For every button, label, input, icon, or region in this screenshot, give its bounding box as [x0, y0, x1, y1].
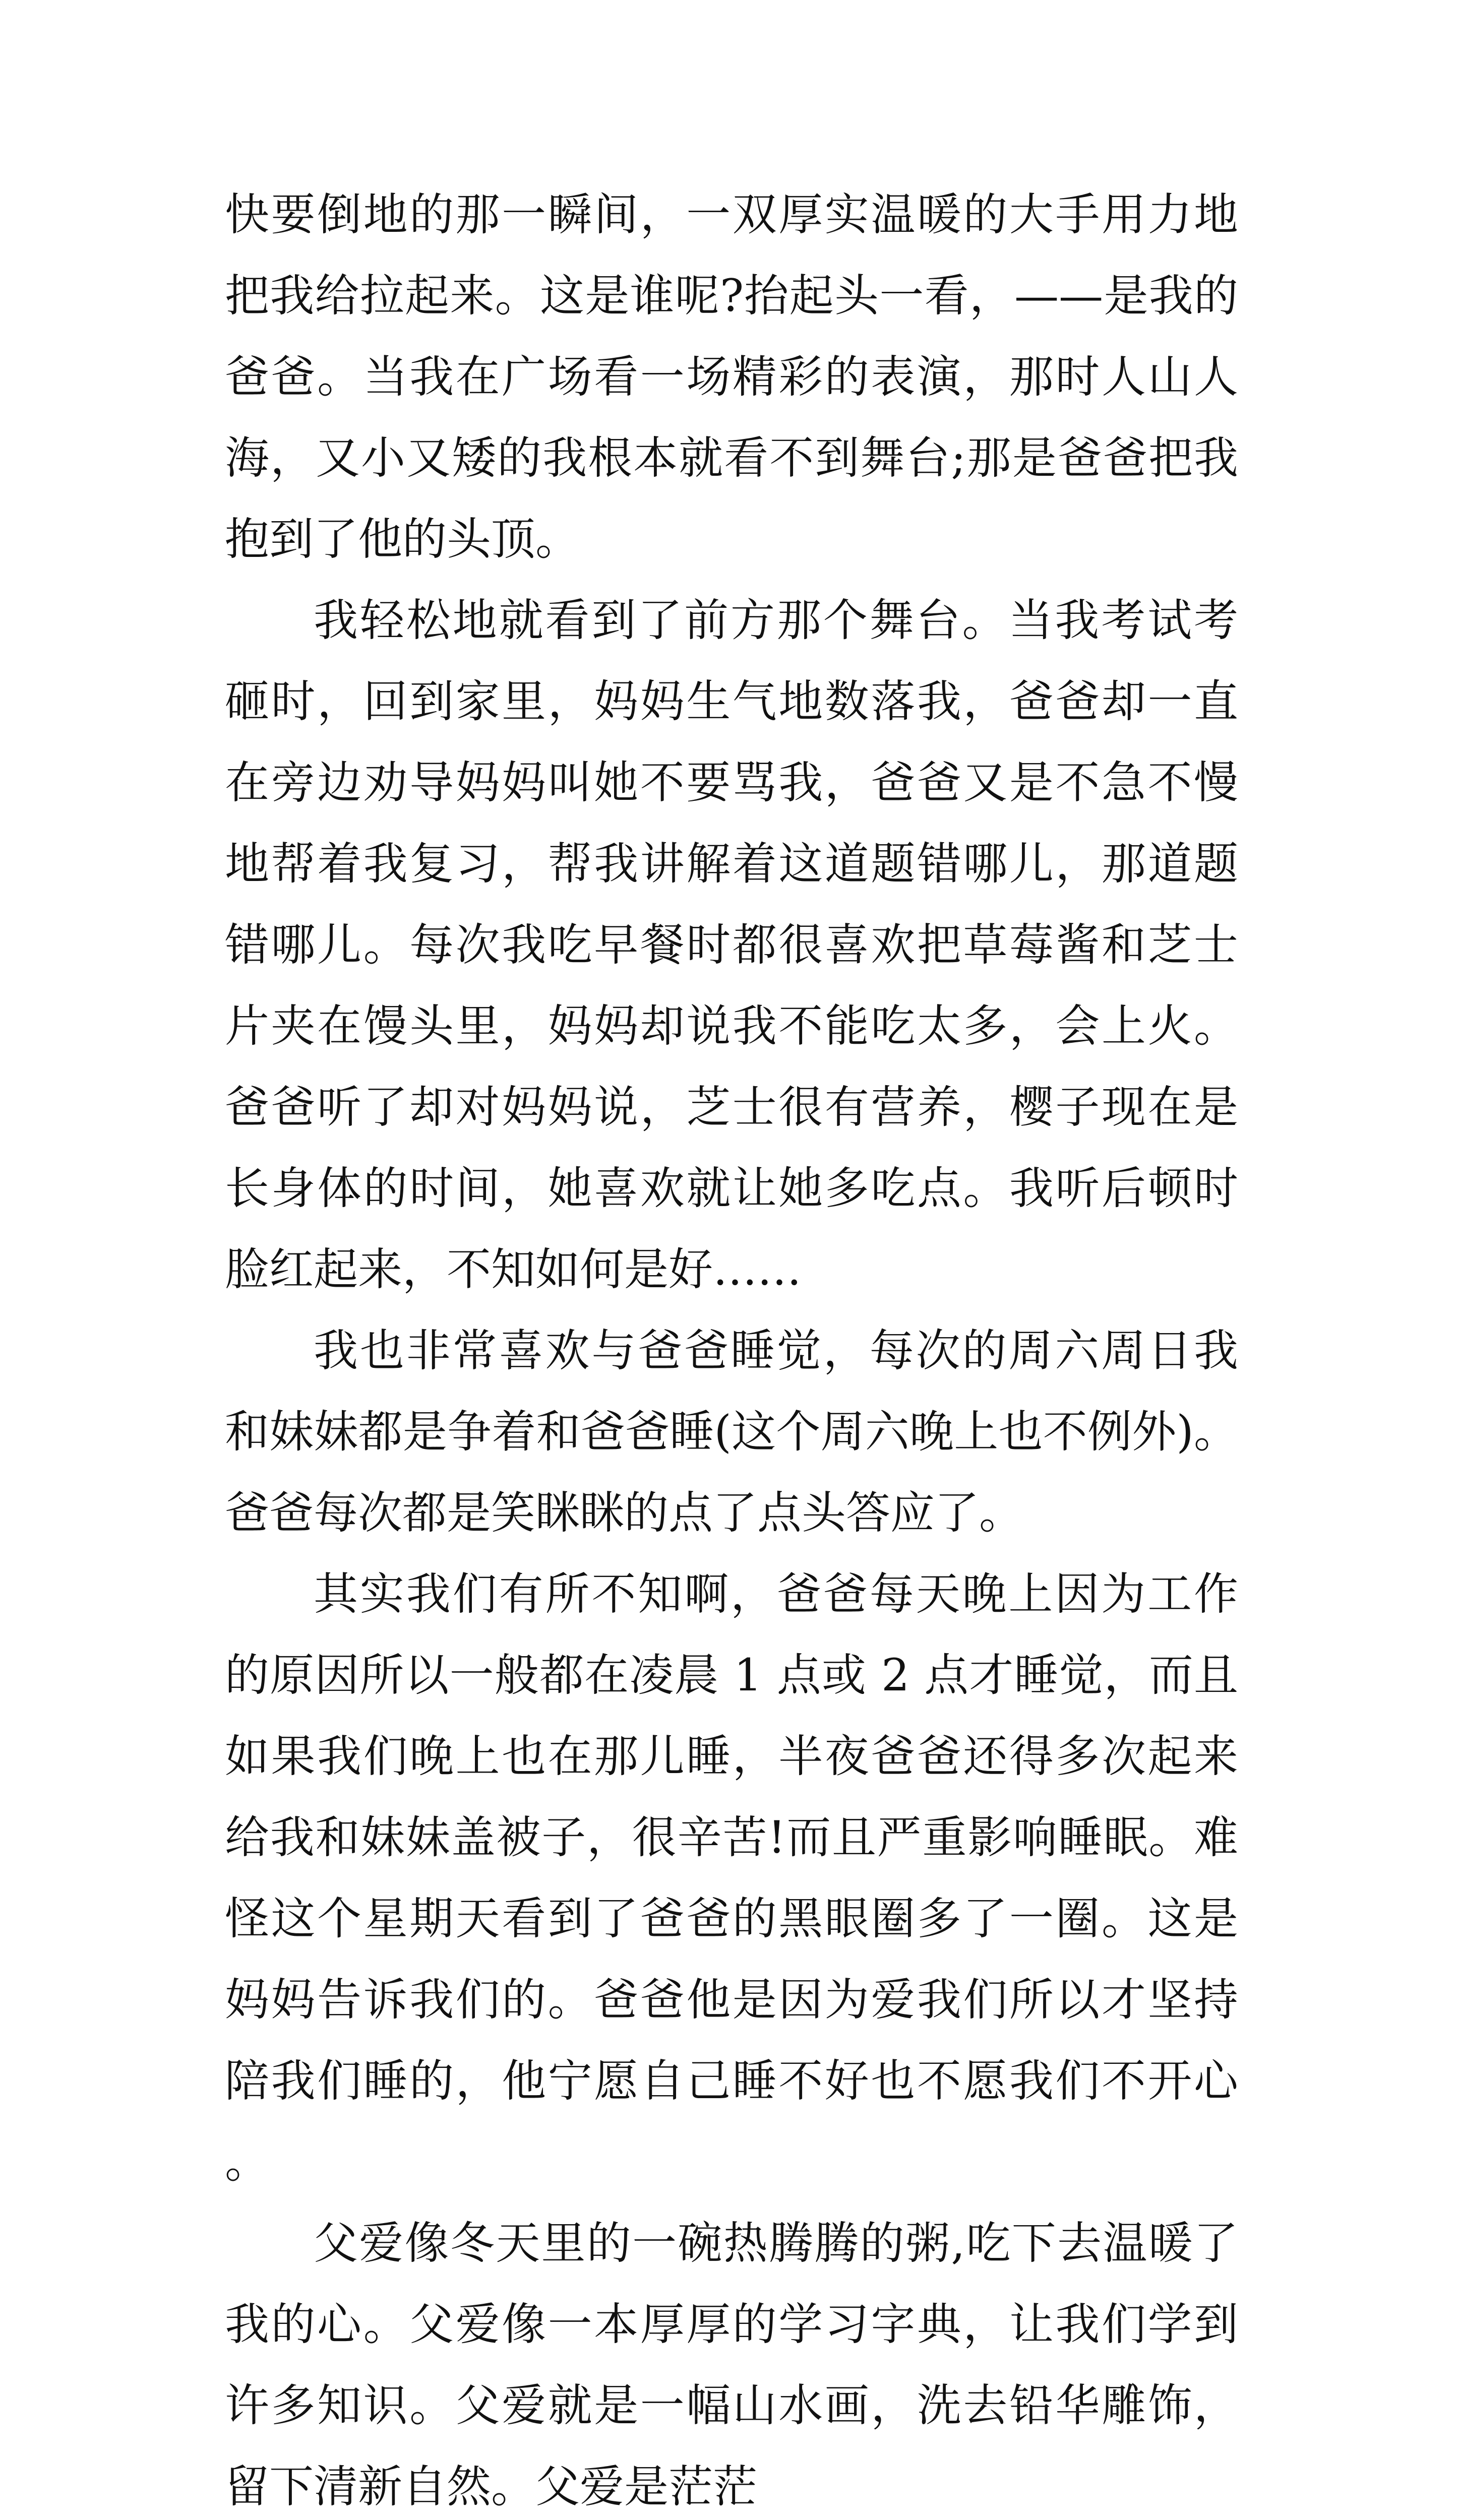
paragraph-1: 快要倒地的那一瞬间，一双厚实温暖的大手用力地把我给拉起来。这是谁呢?抬起头一看，——是我的爸爸。当我在广场看一场精彩的表演，那时人山人海，又小又矮的我根本就看不到舞台;那是爸爸把我抱到了他的头顶。 — [225, 188, 1238, 565]
body-text — [225, 174, 1238, 2520]
paragraph-4: 其实我们有所不知啊，爸爸每天晚上因为工作的原因所以一般都在凌晨 1 点或 2 点才睡觉，而且如果我们晚上也在那儿睡，半夜爸爸还得多次起来给我和妹妹盖被子，很辛苦!而且严重影响睡眠。难怪这个星期天看到了爸爸的黑眼圈多了一圈。这是妈妈告诉我们的。爸爸他是因为爱我们所以才坚持陪我们睡的，他宁愿自己睡不好也不愿我们不开心。 — [225, 1568, 1238, 2188]
paragraph-3: 我也非常喜欢与爸爸睡觉，每次的周六周日我和妹妹都是争着和爸爸睡(这个周六晚上也不例外)。爸爸每次都是笑眯眯的点了点头答应了。 — [225, 1325, 1238, 1539]
paragraph-2: 我轻松地就看到了前方那个舞台。当我考试考砸时，回到家里，妈妈生气地数落我，爸爸却一直在旁边劝导妈妈叫她不要骂我，爸爸又是不急不慢地帮着我复习，帮我讲解着这道题错哪儿，那道题错哪儿。每次我吃早餐时都很喜欢把草莓酱和芝士片夹在馒头里，妈妈却说我不能吃太多，会上火。爸爸听了却对妈妈说，芝士很有营养，樱子现在是长身体的时间，她喜欢就让她多吃点。我听后顿时脸红起来，不知如何是好…… — [225, 594, 1238, 1295]
paragraph-5: 父爱像冬天里的一碗热腾腾的粥,吃下去温暖了我的心。父爱像一本厚厚的学习字典，让我们学到许多知识。父爱就是一幅山水画，洗去铅华雕饰，留下清新自然。父爱是茫茫 — [225, 2217, 1238, 2512]
